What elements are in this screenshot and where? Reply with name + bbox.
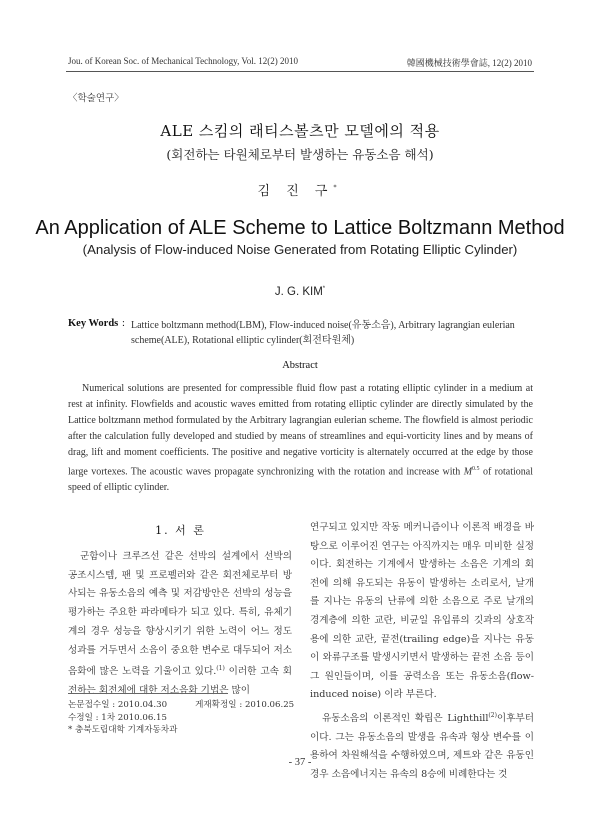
footnote-dates-row <box>68 699 308 712</box>
author-korean-mark: * <box>333 184 343 192</box>
subtitle-english: (Analysis of Flow-induced Noise Generated from Rotating Elliptic Cylinder) <box>82 242 518 257</box>
title-korean: ALE 스킴의 래티스볼츠만 모델에의 적용 <box>160 122 440 140</box>
abstract-title: Abstract <box>282 360 318 371</box>
section-heading: 1. 서 론 <box>155 524 206 537</box>
footnote-rule <box>68 693 228 694</box>
author-korean <box>0 180 600 199</box>
revised-date: 수정일 : 1차 2010.06.15 <box>68 712 167 723</box>
author-english-mark: * <box>322 286 326 293</box>
journal-header-left: Jou. of Korean Soc. of Mechanical Technology, Vol. 12(2) 2010 <box>68 56 298 66</box>
body-paragraph-tail: 이러한 고속 회전하는 회전체에 대한 저소음화 기법은 많이 <box>68 666 292 697</box>
keywords-label: Key Words <box>68 318 119 329</box>
accepted-date: 게재확정일 : 2010.06.25 <box>195 700 295 710</box>
page-number: - 37 - <box>288 757 312 768</box>
author-english <box>0 286 600 298</box>
body-right-column <box>310 519 534 785</box>
header-rule <box>66 71 534 72</box>
author-affiliation: * 충북도립대학 기계자동차과 <box>68 725 178 735</box>
body-paragraph-right-1: 연구되고 있지만 작동 메커니즘이나 이론적 배경을 바탕으로 이루어진 연구는 아직까지는 매우 미비한 실정이다. 회전하는 기계에서 발생하는 소음은 기계의 회전에 의해 유도되는 유동이 발생하는 소리로서, 날개를 지나는 유동의 난류에 의한 소음으로 주로 날개의 경계층에 의한 교란, 비균일 유입류의 깃과의 상호작용에 의한 교란, 끝전(trailing edge)을 지나는 유동이 와류구조를 발생시키면서 발생하는 끝전 소음 등이 그 원인들이며, 이를 공력소음 또는 유동소음(flow-induced noise) 이라 부른다. <box>310 522 534 701</box>
author-english-name: J. G. KIM <box>274 286 323 298</box>
citation-ref: (1) <box>216 665 225 673</box>
abstract-body <box>68 381 533 496</box>
author-korean-name: 김 진 구 <box>257 184 334 199</box>
title-english: An Application of ALE Scheme to Lattice Boltzmann Method <box>35 217 565 239</box>
abstract-text-end: of rotational speed of elliptic cylinder. <box>68 466 534 494</box>
keywords-colon: : <box>122 318 125 329</box>
body-left-column <box>68 548 292 701</box>
abstract-math-exponent: 0.5 <box>472 466 480 472</box>
received-date: 논문접수일 : 2010.04.30 <box>68 700 168 710</box>
body-paragraph: 군함이나 크루즈선 같은 선박의 설계에서 선박의 공조시스템, 팬 및 프로펠러와 같은 회전체로부터 방사되는 유동소음의 예측 및 저감방안은 선박의 성능을 평가하는 주요한 파라메타가 되고 있다. 특히, 유체기계의 경우 성능을 향상시키기 위한 노력이 어느 정도 성과를 거두면서 소음이 중요한 변수로 대두되어 저소음화에 많은 노력을 기울이고 있다. <box>68 551 292 678</box>
category-tag: 〈학술연구〉 <box>68 93 124 104</box>
abstract-text: Numerical solutions are presented for compressible fluid flow past a rotating elliptic cylinder in a medium at rest at infinity. Flowfields and acoustic waves emitted from rotating elliptic cylinder are directly simulated by the Lattice boltzmann method formulated by the Arbitrary lagrangian eulerian scheme. The flowfield is almost periodic after the calculation fully developed and studied by means of streamlines and equi-vorticity lines and by means of drag, lift and moment coefficients. The positive and negative vorticity is alternately occurred at the edge by those large vortexes. The acoustic waves propagate synchronizing with the rotation and increase with <box>68 383 533 478</box>
journal-header-right: 韓國機械技術學會誌, 12(2) 2010 <box>406 58 532 68</box>
subtitle-korean: (회전하는 타원체로부터 발생하는 유동소음 해석) <box>166 147 434 162</box>
citation-ref-lighthill: (2) <box>488 711 497 719</box>
body-paragraph-right-2 <box>310 707 534 785</box>
keywords-text: Lattice boltzmann method(LBM), Flow-induced noise(유동소음), Arbitrary lagrangian eulerian scheme(ALE), Rotational elliptic cylinder(회전타원체) <box>131 320 515 346</box>
footnote <box>68 699 308 737</box>
body-paragraph-right-2-head: 유동소음의 이론적인 확립은 Lighthill <box>322 713 489 725</box>
body-paragraph-right-2-tail: 이후부터이다. 그는 유동소음의 발생을 유속과 형상 변수를 이용하여 차원해석을 수행하였으며, 제트와 같은 유동인 경우 소음에너지는 유속의 8승에 비례한다는 것 <box>310 713 534 780</box>
abstract-math-base: M <box>463 466 473 478</box>
